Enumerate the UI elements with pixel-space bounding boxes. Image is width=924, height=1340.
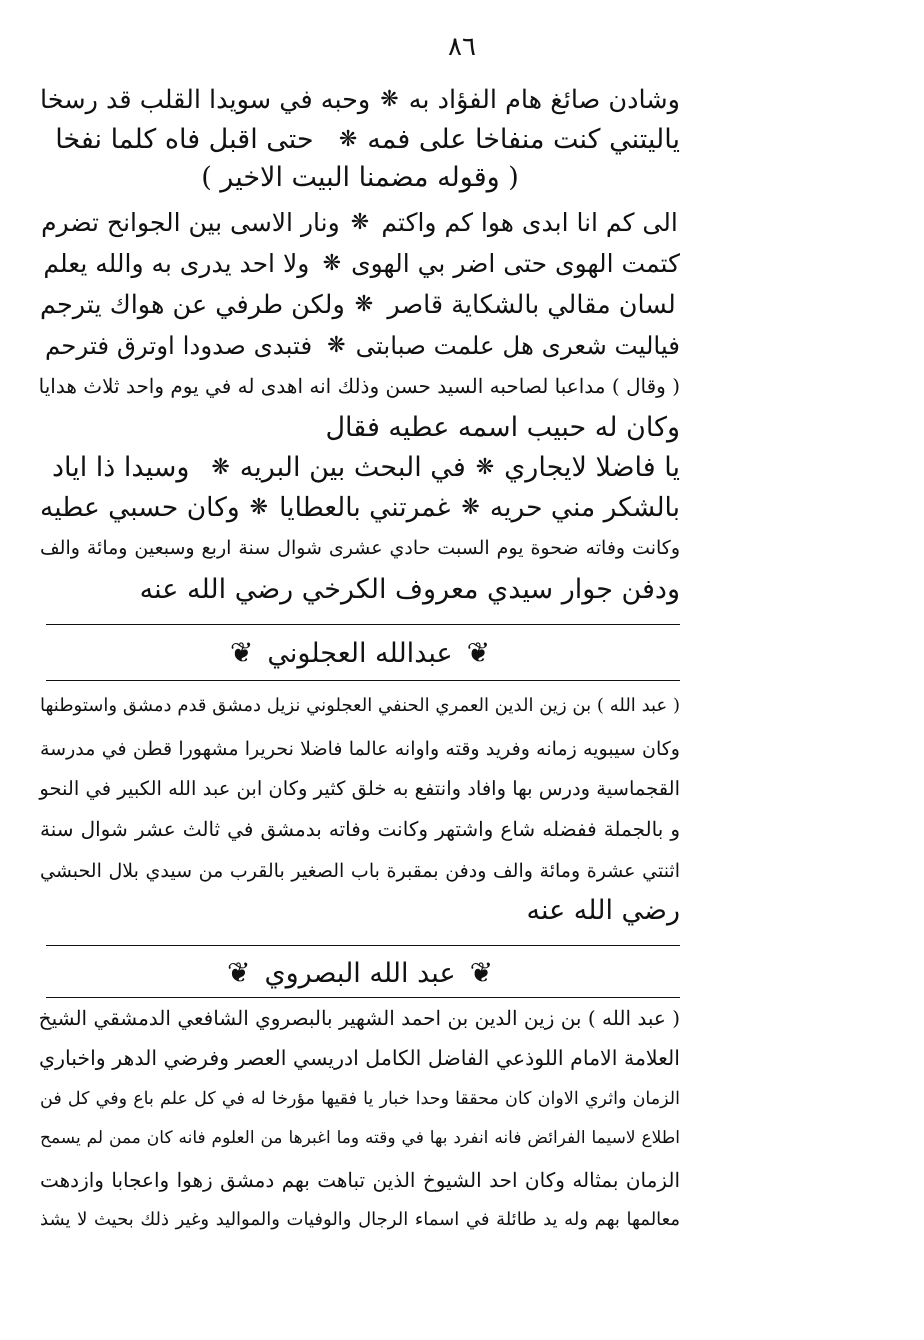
verse-separator-icon: ❋: [338, 127, 358, 152]
verse-separator-icon: ❋: [354, 292, 374, 317]
hemistich: وشادن صائغ هام الفؤاد به: [408, 85, 680, 115]
hemistich: فياليت شعرى هل علمت صبابتى: [355, 331, 680, 360]
page-number: ٨٦: [448, 32, 476, 62]
hemistich: وسيدا ذا اياد: [51, 452, 190, 483]
divider-rule: [46, 680, 680, 681]
verse-separator-icon: ❋: [322, 251, 342, 276]
ornament-icon: ❦: [229, 636, 254, 669]
verse-separator-icon: ❋: [380, 87, 399, 112]
text-line: ( وقال ) مداعبا لصاحبه السيد حسن وذلك انه اهدى له في يوم واحد ثلاث هدايا: [38, 374, 680, 398]
hemistich: يا فاضلا لايجاري: [504, 452, 680, 483]
caption-line: ( وقوله مضمنا البيت الاخير ): [201, 162, 519, 193]
poem-verse: [40, 246, 680, 282]
verse-separator-icon: ❋: [475, 455, 495, 480]
text-line: العلامة الامام اللوذعي الفاضل الكامل ادريسي العصر وفرضي الدهر واخباري: [39, 1046, 680, 1070]
hemistich: غمرتني بالعطايا: [279, 492, 451, 523]
hemistich: بالشكر مني حريه: [489, 492, 680, 523]
ornament-icon: ❦: [466, 636, 491, 669]
verse-separator-icon: ❋: [327, 333, 346, 358]
heading-title: عبدالله العجلوني: [267, 637, 453, 669]
text-line: الزمان واثري الاوان كان محققا وحدا خبار يا فقيها مؤرخا له في كل علم باع وفي كل فن: [40, 1089, 680, 1109]
ornament-icon: ❦: [469, 956, 494, 989]
text-line: اثنتي عشرة ومائة والف ودفن بمقبرة باب الصغير بالقرب من سيدي بلال الحبشي: [40, 860, 680, 882]
hemistich: وحبه في سويدا القلب قد رسخا: [40, 85, 371, 115]
section-heading: [40, 631, 680, 675]
divider-rule: [46, 997, 680, 998]
poem-verse: [40, 122, 680, 158]
hemistich: ولكن طرفي عن هواك يترجم: [40, 290, 345, 320]
hemistich: وكان حسبي عطيه: [40, 492, 240, 523]
poem-verse: [40, 450, 680, 486]
poem-verse: [40, 205, 680, 241]
verse-separator-icon: ❋: [249, 495, 269, 520]
text-line: رضي الله عنه: [526, 895, 680, 926]
text-line: معالمها بهم وله يد طائلة في اسماء الرجال والوفيات والمواليد وغير ذلك بحيث لا يشذ: [40, 1209, 680, 1230]
hemistich: لسان مقالي بالشكاية قاصر: [387, 290, 676, 320]
text-line: و بالجملة ففضله شاع واشتهر وكانت وفاته بدمشق في ثالث عشر شوال سنة: [40, 817, 680, 841]
text-line: ( عبد الله ) بن زين الدين بن احمد الشهير بالبصروي الشافعي الدمشقي الشيخ: [38, 1006, 680, 1030]
verse-separator-icon: ❋: [461, 495, 480, 520]
hemistich: الى كم انا ابدى هوا كم واكتم: [381, 208, 678, 237]
verse-separator-icon: ❋: [211, 455, 230, 480]
text-line: وكان له حبيب اسمه عطيه فقال: [325, 412, 680, 443]
text-line: ودفن جوار سيدي معروف الكرخي رضي الله عنه: [139, 574, 680, 605]
hemistich: ولا احد يدرى به والله يعلم: [43, 249, 310, 278]
text-line: اطلاع لاسيما الفرائض فانه انفرد بها في وقته وما اغبرها من العلوم فانه كان ممن لم يسمح: [40, 1128, 680, 1148]
hemistich: ياليتني كنت منفاخا على فمه: [367, 124, 680, 155]
hemistich: حتى اقبل فاه كلما نفخا: [55, 124, 314, 155]
hemistich: ونار الاسى بين الجوانح تضرم: [41, 208, 340, 237]
poem-verse: [40, 287, 680, 323]
section-heading: [40, 951, 680, 995]
hemistich: فتبدى صدودا اوترق فترحم: [44, 331, 313, 360]
text-line: القجماسية ودرس بها وافاد وانتفع به خلق كثير وكان ابن عبد الله الكبير في النحو: [39, 777, 680, 800]
divider-rule: [46, 945, 680, 946]
text-line: وكان سيبويه زمانه وفريد وقته واوانه عالما فاضلا نحريرا مشهورا قطن في مدرسة: [40, 738, 680, 760]
text-line: وكانت وفاته ضحوة يوم السبت حادي عشرى شوال سنة اربع وسبعين ومائة والف: [40, 537, 680, 559]
ornament-icon: ❦: [226, 956, 251, 989]
verse-separator-icon: ❋: [350, 210, 370, 235]
divider-rule: [46, 624, 680, 625]
poem-verse: [40, 328, 680, 364]
poem-verse: [40, 82, 680, 118]
text-line: ( عبد الله ) بن زين الدين العمري الحنفي العجلوني نزيل دمشق قدم دمشق واستوطنها: [40, 695, 680, 716]
poem-verse: [40, 490, 680, 526]
heading-title: عبد الله البصروي: [264, 957, 456, 989]
text-line: الزمان بمثاله وكان احد الشيوخ الذين تباهت بهم دمشق زهوا واعجابا وازدهت: [40, 1168, 680, 1192]
hemistich: كتمت الهوى حتى اضر بي الهوى: [351, 249, 680, 278]
hemistich: في البحث بين البريه: [239, 452, 466, 483]
